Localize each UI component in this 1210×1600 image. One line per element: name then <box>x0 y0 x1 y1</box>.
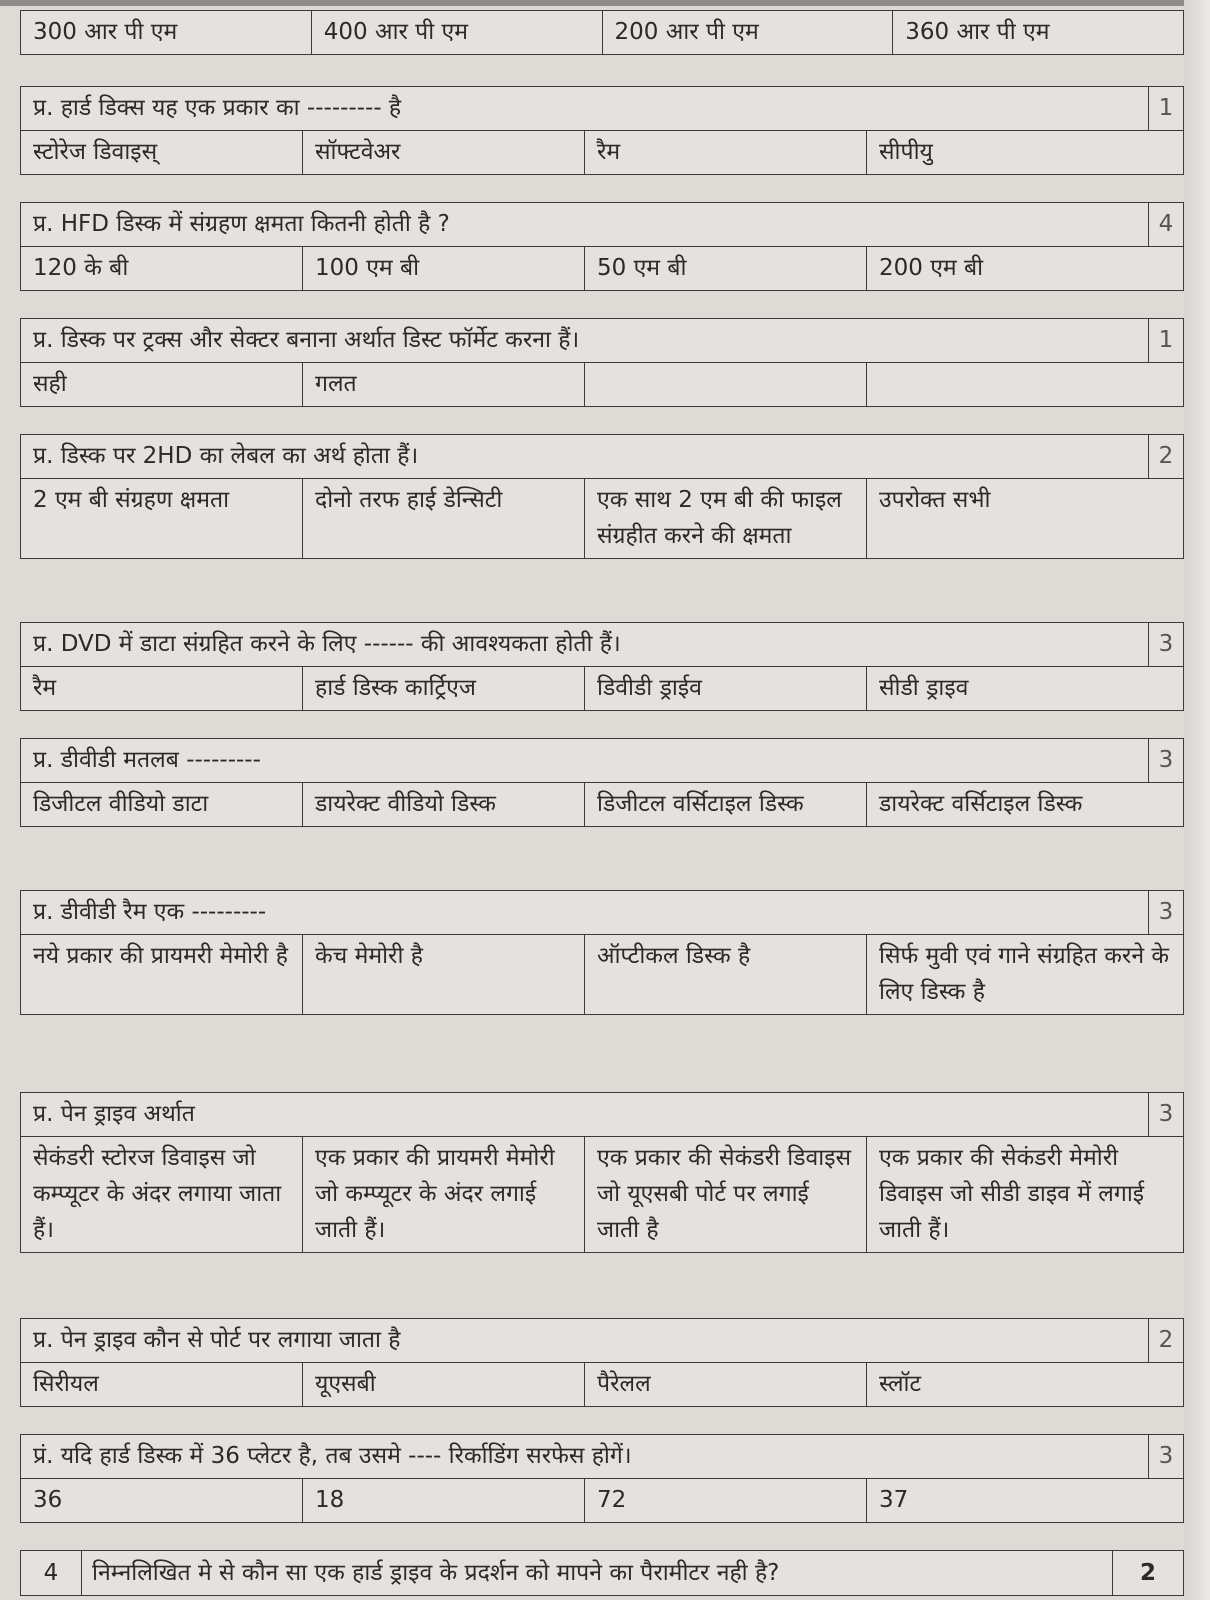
options-row <box>21 935 1184 1015</box>
option-cell: 72 <box>585 1479 867 1523</box>
answer-number: 2 <box>1149 435 1184 479</box>
question-row <box>21 739 1184 783</box>
options-row <box>21 363 1184 407</box>
options-row <box>21 11 1184 55</box>
options-row <box>21 1137 1184 1253</box>
option-cell: 18 <box>303 1479 585 1523</box>
option-cell: डिवीडी ड्राईव <box>585 667 867 711</box>
option-cell: रैम <box>21 667 303 711</box>
answer-number: 2 <box>1149 1319 1184 1363</box>
options-row <box>21 131 1184 175</box>
option-cell: स्टोरेज डिवाइस् <box>21 131 303 175</box>
option-cell: ऑप्टीकल डिस्क है <box>585 935 867 1015</box>
question-block <box>20 202 1184 291</box>
option-cell: सीपीयु <box>867 131 1184 175</box>
option-cell: नये प्रकार की प्रायमरी मेमोरी है <box>21 935 303 1015</box>
option-cell: 120 के बी <box>21 247 303 291</box>
option-cell: एक प्रकार की सेकंडरी डिवाइस जो यूएसबी पोर्ट पर लगाई जाती है <box>585 1137 867 1253</box>
question-row <box>21 1435 1184 1479</box>
option-cell: डायरेक्ट वर्सिटाइल डिस्क <box>867 783 1184 827</box>
question-block <box>20 890 1184 1015</box>
question-block <box>20 1434 1184 1523</box>
question-row <box>21 319 1184 363</box>
question-row <box>21 1093 1184 1137</box>
answer-number: 3 <box>1149 891 1184 935</box>
question-block <box>20 1092 1184 1253</box>
option-cell: 2 एम बी संग्रहण क्षमता <box>21 479 303 559</box>
question-row <box>21 87 1184 131</box>
option-cell: हार्ड डिस्क कार्ट्रिएज <box>303 667 585 711</box>
question-row <box>21 435 1184 479</box>
option-cell: सीडी ड्राइव <box>867 667 1184 711</box>
answer-number: 3 <box>1149 623 1184 667</box>
options-row <box>21 1479 1184 1523</box>
question-block <box>20 318 1184 407</box>
option-cell: एक प्रकार की सेकंडरी मेमोरी डिवाइस जो सीडी डाइव में लगाई जाती हैं। <box>867 1137 1184 1253</box>
option-cell: गलत <box>303 363 585 407</box>
question-text: प्र. पेन ड्राइव अर्थात <box>21 1093 1149 1137</box>
question-text: प्र. डीवीडी मतलब --------- <box>21 739 1149 783</box>
option-cell: डायरेक्ट वीडियो डिस्क <box>303 783 585 827</box>
question-row <box>21 203 1184 247</box>
option-cell: दोनो तरफ हाई डेन्सिटी <box>303 479 585 559</box>
option-cell: सिर्फ मुवी एवं गाने संग्रहित करने के लिए डिस्क है <box>867 935 1184 1015</box>
options-row <box>21 1363 1184 1407</box>
option-cell: एक प्रकार की प्रायमरी मेमोरी जो कम्प्यूटर के अंदर लगाई जाती हैं। <box>303 1137 585 1253</box>
option-cell: 36 <box>21 1479 303 1523</box>
question-block <box>20 1318 1184 1407</box>
marks-cell: 2 <box>1113 1551 1184 1596</box>
option-cell: एक साथ 2 एम बी की फाइल संग्रहीत करने की क्षमता <box>585 479 867 559</box>
question-block <box>20 86 1184 175</box>
final-question-row <box>21 1551 1184 1596</box>
answer-number: 4 <box>1149 203 1184 247</box>
answer-number: 1 <box>1149 87 1184 131</box>
question-block <box>20 622 1184 711</box>
option-cell: 37 <box>867 1479 1184 1523</box>
option-cell: सॉफ्टवेअर <box>303 131 585 175</box>
question-row <box>21 623 1184 667</box>
option-cell: सही <box>21 363 303 407</box>
question-row <box>21 891 1184 935</box>
option-cell <box>585 363 867 407</box>
question-block <box>20 434 1184 559</box>
question-text: प्र. DVD में डाटा संग्रहित करने के लिए ------ की आवश्यकता होती हैं। <box>21 623 1149 667</box>
question-text: प्रं. यदि हार्ड डिस्क में 36 प्लेटर है, तब उसमे ---- रिर्काडिंग सरफेस होगें। <box>21 1435 1149 1479</box>
option-cell: 100 एम बी <box>303 247 585 291</box>
question-text: प्र. डिस्क पर 2HD का लेबल का अर्थ होता हैं। <box>21 435 1149 479</box>
answer-number: 3 <box>1149 1093 1184 1137</box>
option-cell: यूएसबी <box>303 1363 585 1407</box>
option-cell <box>867 363 1184 407</box>
option-cell: 300 आर पी एम <box>21 11 312 55</box>
option-cell: केच मेमोरी है <box>303 935 585 1015</box>
option-cell: 200 एम बी <box>867 247 1184 291</box>
question-text: प्र. डीवीडी रैम एक --------- <box>21 891 1149 935</box>
scan-right-edge <box>1184 0 1210 1600</box>
question-text: निम्नलिखित मे से कौन सा एक हार्ड ड्राइव के प्रदर्शन को मापने का पैरामीटर नही है? <box>82 1551 1113 1596</box>
option-cell: सेकंडरी स्टोरज डिवाइस जो कम्प्यूटर के अंदर लगाया जाता हैं। <box>21 1137 303 1253</box>
question-text: प्र. HFD डिस्क में संग्रहण क्षमता कितनी होती है ? <box>21 203 1149 247</box>
option-cell: 200 आर पी एम <box>602 11 893 55</box>
option-cell: 400 आर पी एम <box>311 11 602 55</box>
answer-number: 3 <box>1149 1435 1184 1479</box>
question-number: 4 <box>21 1551 82 1596</box>
option-cell: पैरेलल <box>585 1363 867 1407</box>
scan-top-edge <box>0 0 1210 6</box>
answer-number: 3 <box>1149 739 1184 783</box>
options-row <box>21 667 1184 711</box>
question-text: प्र. डिस्क पर ट्रक्स और सेक्टर बनाना अर्थात डिस्ट फॉर्मेट करना हैं। <box>21 319 1149 363</box>
options-row <box>21 783 1184 827</box>
option-cell: डिजीटल वर्सिटाइल डिस्क <box>585 783 867 827</box>
option-cell: 360 आर पी एम <box>893 11 1184 55</box>
option-cell: उपरोक्त सभी <box>867 479 1184 559</box>
option-cell: स्लॉट <box>867 1363 1184 1407</box>
options-row <box>21 479 1184 559</box>
final-question-block <box>20 1550 1184 1596</box>
question-text: प्र. हार्ड डिक्स यह एक प्रकार का --------- है <box>21 87 1149 131</box>
option-cell: 50 एम बी <box>585 247 867 291</box>
top-options-block <box>20 10 1184 55</box>
question-text: प्र. पेन ड्राइव कौन से पोर्ट पर लगाया जाता है <box>21 1319 1149 1363</box>
question-block <box>20 738 1184 827</box>
question-row <box>21 1319 1184 1363</box>
options-row <box>21 247 1184 291</box>
option-cell: सिरीयल <box>21 1363 303 1407</box>
answer-number: 1 <box>1149 319 1184 363</box>
option-cell: डिजीटल वीडियो डाटा <box>21 783 303 827</box>
option-cell: रैम <box>585 131 867 175</box>
